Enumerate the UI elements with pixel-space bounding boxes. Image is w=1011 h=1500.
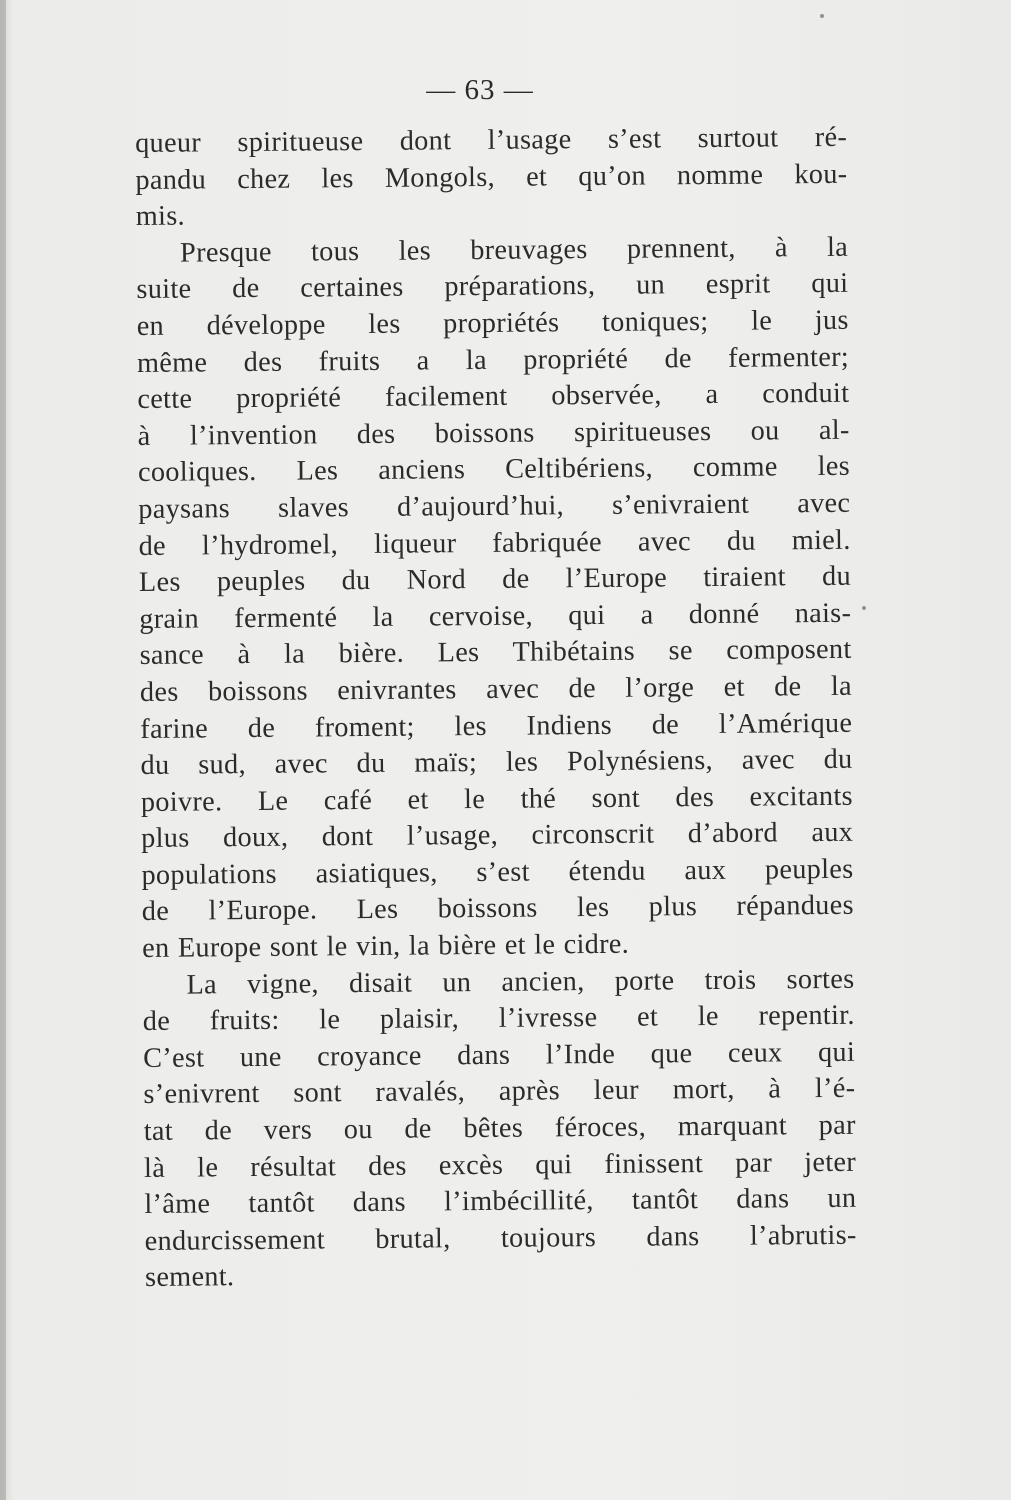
text-line: s’enivrent sont ravalés, après leur mort, à l’é- bbox=[143, 1073, 856, 1111]
text-line: suite de certaines préparations, un esprit qui bbox=[136, 268, 849, 306]
text-line: sement. bbox=[144, 1261, 235, 1294]
text-line: endurcissement brutal, toujours dans l’abrutis- bbox=[144, 1219, 857, 1257]
text-line: Presque tous les breuvages prennent, à la bbox=[179, 231, 849, 269]
text-line: queur spiritueuse dont l’usage s’est surtout ré- bbox=[135, 121, 848, 159]
text-line: à l’invention des boissons spiritueuses ou al- bbox=[137, 414, 850, 452]
text-line: pandu chez les Mongols, et qu’on nomme kou- bbox=[135, 158, 848, 196]
text-line: La vigne, disait un ancien, porte trois sortes bbox=[186, 963, 855, 1001]
text-line: l’âme tantôt dans l’imbécillité, tantôt dans un bbox=[144, 1182, 857, 1221]
text-line: farine de froment; les Indiens de l’Amérique bbox=[140, 707, 853, 745]
text-line: même des fruits a la propriété de fermenter; bbox=[136, 341, 850, 379]
text-line: cette propriété facilement observée, a conduit bbox=[137, 377, 850, 416]
text-line: en développe les propriétés toniques; le jus bbox=[136, 304, 849, 342]
text-line: poivre. Le café et le thé sont des excitants bbox=[140, 780, 854, 818]
binding-edge bbox=[0, 0, 6, 1500]
text-line: Les peuples du Nord de l’Europe tiraient du bbox=[138, 560, 852, 599]
text-line: mis. bbox=[135, 200, 186, 233]
text-line: grain fermenté la cervoise, qui a donné nais- bbox=[139, 597, 852, 635]
text-line: de fruits: le plaisir, l’ivresse et le repentir. bbox=[142, 1000, 855, 1038]
text-line: des boissons enivrantes avec de l’orge et de la bbox=[139, 670, 853, 708]
text-line: en Europe sont le vin, la bière et le cidre. bbox=[142, 928, 630, 965]
text-line: du sud, avec du maïs; les Polynésiens, avec du bbox=[140, 743, 853, 782]
body-text bbox=[135, 120, 857, 1297]
text-line: là le résultat des excès qui finissent par jeter bbox=[143, 1146, 857, 1184]
text-line: C’est une croyance dans l’Inde que ceux qui bbox=[143, 1036, 856, 1074]
text-line: de l’Europe. Les boissons les plus répandues bbox=[141, 890, 854, 928]
stray-mark bbox=[820, 14, 824, 18]
page-number: — 63 — bbox=[426, 74, 534, 106]
text-line: sance à la bière. Les Thibétains se composent bbox=[139, 634, 852, 672]
stray-mark bbox=[862, 606, 866, 610]
text-line: tat de vers ou de bêtes féroces, marquant par bbox=[143, 1109, 856, 1147]
text-line: plus doux, dont l’usage, circonscrit d’abord aux bbox=[141, 817, 854, 855]
text-line: cooliques. Les anciens Celtibériens, comme les bbox=[137, 451, 851, 489]
text-line: populations asiatiques, s’est étendu aux peuples bbox=[141, 853, 854, 891]
text-line: de l’hydromel, liqueur fabriquée avec du miel. bbox=[138, 524, 851, 562]
text-line: paysans slaves d’aujourd’hui, s’enivraient avec bbox=[138, 487, 851, 525]
